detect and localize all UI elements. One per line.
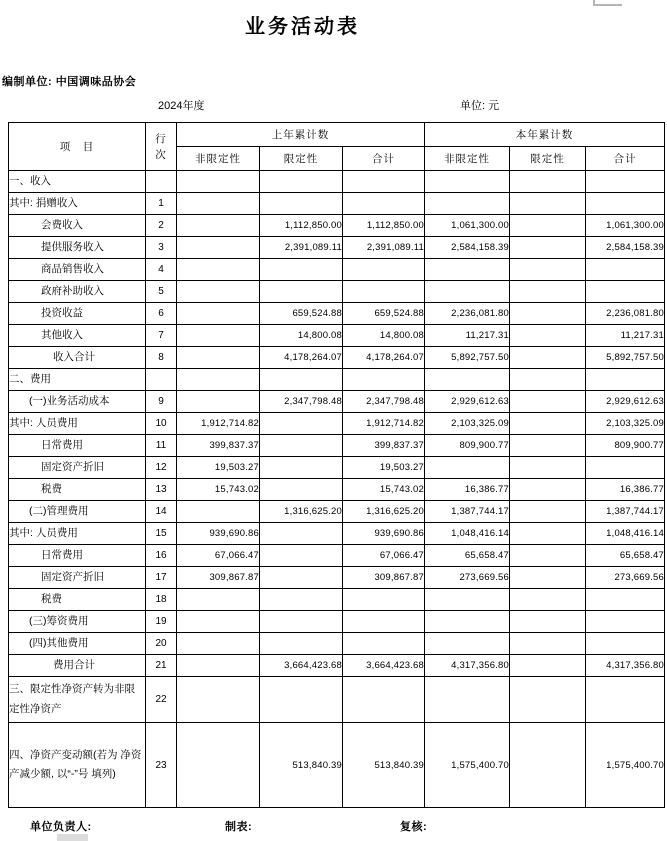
- header-prev-total: 合计: [343, 147, 425, 171]
- table-row: [9, 723, 665, 808]
- value-cell: [586, 171, 665, 193]
- responsible-person-label: 单位负责人:: [30, 821, 92, 833]
- value-cell: [425, 457, 510, 479]
- item-label-cell: 日常费用: [9, 435, 146, 457]
- item-label-cell: (二)管理费用: [9, 501, 146, 523]
- value-cell: 309,867.87: [343, 567, 425, 589]
- value-cell: [177, 281, 260, 303]
- value-cell: 1,575,400.70: [586, 723, 665, 808]
- table-row: [9, 611, 665, 633]
- header-prev-year-group: 上年累计数: [177, 123, 425, 147]
- value-cell: [177, 369, 260, 391]
- row-number-cell: 3: [146, 237, 177, 259]
- item-label-cell: 会费收入: [9, 215, 146, 237]
- item-label-cell: 其中: 人员费用: [9, 523, 146, 545]
- value-cell: [177, 193, 260, 215]
- table-row: [9, 457, 665, 479]
- value-cell: 513,840.39: [343, 723, 425, 808]
- value-cell: [343, 677, 425, 723]
- item-label-cell: (四)其他费用: [9, 633, 146, 655]
- value-cell: [260, 435, 343, 457]
- table-row: [9, 259, 665, 281]
- row-number-cell: [146, 171, 177, 193]
- value-cell: 5,892,757.50: [425, 347, 510, 369]
- value-cell: 1,387,744.17: [586, 501, 665, 523]
- header-row-number-line1: 行: [155, 132, 167, 145]
- value-cell: 2,584,158.39: [425, 237, 510, 259]
- item-label-cell: 提供服务收入: [9, 237, 146, 259]
- fiscal-period-label: 2024年度: [158, 100, 205, 112]
- value-cell: 15,743.02: [177, 479, 260, 501]
- item-label-cell: 税费: [9, 589, 146, 611]
- value-cell: [260, 677, 343, 723]
- value-cell: [177, 633, 260, 655]
- value-cell: [343, 589, 425, 611]
- value-cell: 399,837.37: [177, 435, 260, 457]
- row-number-cell: 18: [146, 589, 177, 611]
- value-cell: 273,669.56: [586, 567, 665, 589]
- value-cell: [586, 677, 665, 723]
- value-cell: 659,524.88: [343, 303, 425, 325]
- cutoff-box-fragment-top: [593, 0, 622, 6]
- reviewer-label: 复核:: [400, 821, 428, 833]
- value-cell: [510, 215, 586, 237]
- header-current-total: 合计: [586, 147, 665, 171]
- value-cell: [260, 545, 343, 567]
- value-cell: 2,236,081.80: [425, 303, 510, 325]
- table-row: [9, 347, 665, 369]
- value-cell: 14,800.08: [343, 325, 425, 347]
- value-cell: 939,690.86: [343, 523, 425, 545]
- value-cell: 4,178,264.07: [260, 347, 343, 369]
- value-cell: 1,316,625.20: [343, 501, 425, 523]
- value-cell: [425, 369, 510, 391]
- value-cell: [510, 369, 586, 391]
- value-cell: 2,103,325.09: [586, 413, 665, 435]
- row-number-cell: 12: [146, 457, 177, 479]
- table-row: [9, 677, 665, 723]
- value-cell: 16,386.77: [425, 479, 510, 501]
- value-cell: [177, 589, 260, 611]
- header-item: 项 目: [9, 123, 146, 171]
- table-row: [9, 633, 665, 655]
- value-cell: 399,837.37: [343, 435, 425, 457]
- value-cell: [177, 325, 260, 347]
- value-cell: [343, 281, 425, 303]
- row-number-cell: 5: [146, 281, 177, 303]
- value-cell: [260, 589, 343, 611]
- table-row: [9, 171, 665, 193]
- item-label-cell: 三、限定性净资产转为非限定性净资产: [9, 677, 146, 723]
- item-label-cell: 一、收入: [9, 171, 146, 193]
- row-number-cell: 14: [146, 501, 177, 523]
- row-number-cell: 6: [146, 303, 177, 325]
- item-label-cell: 四、净资产变动额(若为 净资产减少额, 以“-”号 填列): [9, 723, 146, 808]
- value-cell: 14,800.08: [260, 325, 343, 347]
- row-number-cell: 1: [146, 193, 177, 215]
- value-cell: 16,386.77: [586, 479, 665, 501]
- value-cell: 1,061,300.00: [586, 215, 665, 237]
- preparer-label: 制表:: [225, 821, 253, 833]
- value-cell: 19,503.27: [343, 457, 425, 479]
- item-label-cell: (一)业务活动成本: [9, 391, 146, 413]
- row-number-cell: 9: [146, 391, 177, 413]
- row-number-cell: 2: [146, 215, 177, 237]
- table-row: [9, 567, 665, 589]
- row-number-cell: 8: [146, 347, 177, 369]
- value-cell: [586, 281, 665, 303]
- value-cell: [343, 171, 425, 193]
- row-number-cell: 17: [146, 567, 177, 589]
- value-cell: 65,658.47: [586, 545, 665, 567]
- value-cell: [510, 281, 586, 303]
- value-cell: [177, 677, 260, 723]
- value-cell: [510, 655, 586, 677]
- value-cell: [510, 723, 586, 808]
- table-row: [9, 435, 665, 457]
- value-cell: [177, 237, 260, 259]
- item-label-cell: 其他收入: [9, 325, 146, 347]
- value-cell: 3,664,423.68: [260, 655, 343, 677]
- value-cell: 2,347,798.48: [260, 391, 343, 413]
- value-cell: 1,316,625.20: [260, 501, 343, 523]
- value-cell: [177, 171, 260, 193]
- value-cell: [343, 259, 425, 281]
- value-cell: [260, 413, 343, 435]
- value-cell: [177, 215, 260, 237]
- value-cell: [260, 171, 343, 193]
- value-cell: 1,048,416.14: [586, 523, 665, 545]
- row-number-cell: 16: [146, 545, 177, 567]
- value-cell: [510, 545, 586, 567]
- item-label-cell: 固定资产折旧: [9, 567, 146, 589]
- value-cell: 2,929,612.63: [425, 391, 510, 413]
- value-cell: [510, 391, 586, 413]
- row-number-cell: 4: [146, 259, 177, 281]
- value-cell: 939,690.86: [177, 523, 260, 545]
- value-cell: [425, 193, 510, 215]
- value-cell: [343, 369, 425, 391]
- value-cell: [260, 611, 343, 633]
- value-cell: [260, 281, 343, 303]
- table-row: [9, 281, 665, 303]
- item-label-cell: 其中: 人员费用: [9, 413, 146, 435]
- value-cell: 2,347,798.48: [343, 391, 425, 413]
- row-number-cell: 7: [146, 325, 177, 347]
- value-cell: [260, 523, 343, 545]
- table-row: [9, 501, 665, 523]
- value-cell: [177, 655, 260, 677]
- row-number-cell: 10: [146, 413, 177, 435]
- value-cell: [177, 723, 260, 808]
- value-cell: 1,912,714.82: [343, 413, 425, 435]
- item-label-cell: 日常费用: [9, 545, 146, 567]
- row-number-cell: 20: [146, 633, 177, 655]
- value-cell: 273,669.56: [425, 567, 510, 589]
- value-cell: [177, 347, 260, 369]
- value-cell: [177, 501, 260, 523]
- header-prev-nonrestricted: 非限定性: [177, 147, 260, 171]
- table-header: [9, 123, 665, 171]
- value-cell: [510, 501, 586, 523]
- value-cell: [510, 611, 586, 633]
- cutoff-box-fragment-bottom: [57, 834, 88, 841]
- row-number-cell: 13: [146, 479, 177, 501]
- value-cell: [586, 193, 665, 215]
- value-cell: 513,840.39: [260, 723, 343, 808]
- value-cell: 67,066.47: [343, 545, 425, 567]
- table-row: [9, 479, 665, 501]
- value-cell: [425, 281, 510, 303]
- header-current-restricted: 限定性: [510, 147, 586, 171]
- item-label-cell: 收入合计: [9, 347, 146, 369]
- value-cell: 65,658.47: [425, 545, 510, 567]
- value-cell: [510, 589, 586, 611]
- value-cell: [177, 391, 260, 413]
- currency-unit-label: 单位: 元: [460, 100, 500, 112]
- value-cell: [586, 633, 665, 655]
- value-cell: [586, 589, 665, 611]
- value-cell: [260, 259, 343, 281]
- page-title: 业务活动表: [245, 16, 360, 38]
- item-label-cell: 税费: [9, 479, 146, 501]
- value-cell: [586, 259, 665, 281]
- value-cell: [510, 435, 586, 457]
- activity-table: [8, 122, 665, 808]
- item-label-cell: (三)筹资费用: [9, 611, 146, 633]
- value-cell: 1,112,850.00: [343, 215, 425, 237]
- value-cell: 15,743.02: [343, 479, 425, 501]
- row-number-cell: [146, 369, 177, 391]
- value-cell: 1,112,850.00: [260, 215, 343, 237]
- value-cell: [510, 567, 586, 589]
- value-cell: 309,867.87: [177, 567, 260, 589]
- value-cell: [260, 457, 343, 479]
- table-row: [9, 523, 665, 545]
- header-row-number: [146, 123, 177, 171]
- table-row: [9, 325, 665, 347]
- header-current-nonrestricted: 非限定性: [425, 147, 510, 171]
- value-cell: [425, 259, 510, 281]
- row-number-cell: 11: [146, 435, 177, 457]
- value-cell: [510, 171, 586, 193]
- item-label-cell: 固定资产折旧: [9, 457, 146, 479]
- item-label-cell: 政府补助收入: [9, 281, 146, 303]
- value-cell: 809,900.77: [425, 435, 510, 457]
- value-cell: 4,178,264.07: [343, 347, 425, 369]
- header-current-year-group: 本年累计数: [425, 123, 665, 147]
- value-cell: 11,217.31: [425, 325, 510, 347]
- value-cell: [260, 567, 343, 589]
- value-cell: 4,317,356.80: [586, 655, 665, 677]
- value-cell: [425, 171, 510, 193]
- value-cell: 2,103,325.09: [425, 413, 510, 435]
- row-number-cell: 15: [146, 523, 177, 545]
- item-label-cell: 投资收益: [9, 303, 146, 325]
- value-cell: [510, 633, 586, 655]
- value-cell: 1,912,714.82: [177, 413, 260, 435]
- header-row-number-line2: 次: [155, 148, 167, 161]
- header-prev-restricted: 限定性: [260, 147, 343, 171]
- value-cell: [177, 259, 260, 281]
- value-cell: [510, 325, 586, 347]
- value-cell: [177, 611, 260, 633]
- item-label-cell: 费用合计: [9, 655, 146, 677]
- table-row: [9, 545, 665, 567]
- prepared-by-label: 编制单位: 中国调味品协会: [2, 76, 137, 88]
- table-row: [9, 193, 665, 215]
- value-cell: 5,892,757.50: [586, 347, 665, 369]
- value-cell: [177, 303, 260, 325]
- table-row: [9, 237, 665, 259]
- value-cell: 67,066.47: [177, 545, 260, 567]
- item-label-cell: 其中: 捐赠收入: [9, 193, 146, 215]
- table-row: [9, 215, 665, 237]
- value-cell: 2,391,089.11: [260, 237, 343, 259]
- value-cell: [586, 457, 665, 479]
- value-cell: [510, 413, 586, 435]
- value-cell: [260, 369, 343, 391]
- table-body: [9, 171, 665, 808]
- value-cell: [260, 633, 343, 655]
- value-cell: 809,900.77: [586, 435, 665, 457]
- value-cell: [343, 193, 425, 215]
- value-cell: [510, 677, 586, 723]
- row-number-cell: 22: [146, 677, 177, 723]
- value-cell: 1,575,400.70: [425, 723, 510, 808]
- row-number-cell: 21: [146, 655, 177, 677]
- value-cell: [510, 457, 586, 479]
- table-row: [9, 655, 665, 677]
- value-cell: [425, 677, 510, 723]
- value-cell: [510, 259, 586, 281]
- item-label-cell: 二、费用: [9, 369, 146, 391]
- value-cell: 4,317,356.80: [425, 655, 510, 677]
- value-cell: 2,584,158.39: [586, 237, 665, 259]
- value-cell: 1,061,300.00: [425, 215, 510, 237]
- table-row: [9, 391, 665, 413]
- value-cell: 2,929,612.63: [586, 391, 665, 413]
- value-cell: [510, 523, 586, 545]
- table-row: [9, 413, 665, 435]
- item-label-cell: 商品销售收入: [9, 259, 146, 281]
- value-cell: 2,236,081.80: [586, 303, 665, 325]
- value-cell: [343, 633, 425, 655]
- table-row: [9, 303, 665, 325]
- value-cell: 2,391,089.11: [343, 237, 425, 259]
- value-cell: 3,664,423.68: [343, 655, 425, 677]
- value-cell: [510, 479, 586, 501]
- value-cell: [510, 237, 586, 259]
- value-cell: [343, 611, 425, 633]
- row-number-cell: 23: [146, 723, 177, 808]
- value-cell: [510, 347, 586, 369]
- value-cell: 1,387,744.17: [425, 501, 510, 523]
- value-cell: [586, 369, 665, 391]
- value-cell: [510, 303, 586, 325]
- value-cell: [510, 193, 586, 215]
- value-cell: [260, 479, 343, 501]
- value-cell: [586, 611, 665, 633]
- value-cell: [425, 633, 510, 655]
- value-cell: [425, 611, 510, 633]
- value-cell: 659,524.88: [260, 303, 343, 325]
- table-row: [9, 369, 665, 391]
- table-row: [9, 589, 665, 611]
- value-cell: [260, 193, 343, 215]
- value-cell: 11,217.31: [586, 325, 665, 347]
- value-cell: 1,048,416.14: [425, 523, 510, 545]
- value-cell: 19,503.27: [177, 457, 260, 479]
- value-cell: [425, 589, 510, 611]
- row-number-cell: 19: [146, 611, 177, 633]
